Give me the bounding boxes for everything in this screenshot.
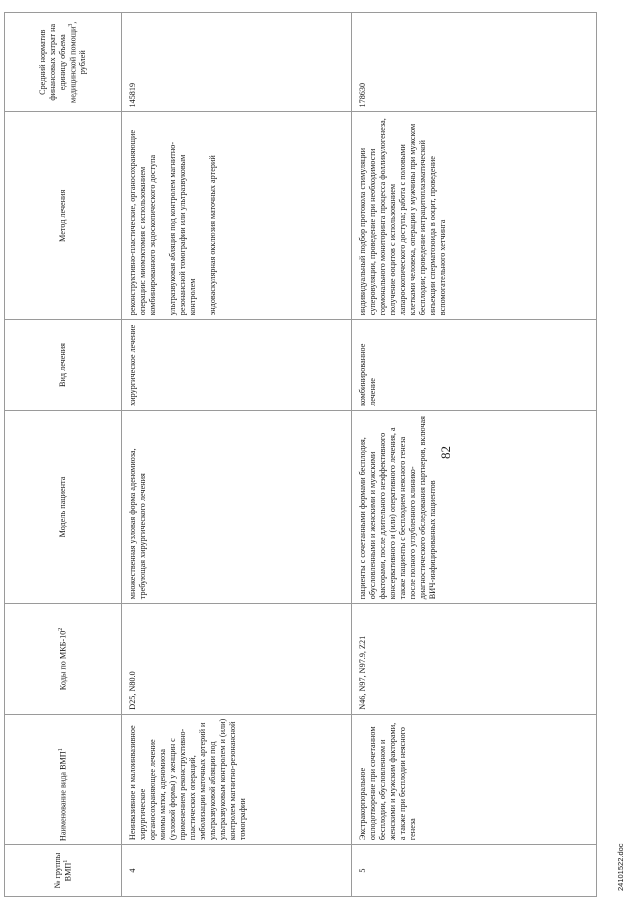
- method-text-3: эндоваскулярная окклюзия маточных артерий: [208, 155, 217, 316]
- header-patient-model: Модель пациента: [5, 410, 122, 603]
- header-group-number: № группы ВМП$^1$: [5, 845, 122, 897]
- patient-model-cell: пациенты с сочетанными формами бесплодия, обусловленными и женскими и мужскими факторами, после длительного неэффективного консервативного и (или) оперативного лечения, а также пациенты с бесплодием неясного генеза после полного углубленного клинико-диагностического обследования партнеров, включая ВИЧ-инфицированных пациентов: [352, 410, 597, 603]
- table-row: [122, 13, 352, 897]
- header-vmp-name: Наименование вида ВМП$^1$: [5, 714, 122, 844]
- method-text-1: индивидуальный подбор протокола стимуляции суперовуляции, проведение при необходимости гормонального мониторинга процесса фолликулогенеза, получение ооцитов с использованием лапароскопического доступа; работа с половыми клетками человека, операции у мужчины при мужском бесплодии; проведение интрацитоплазматической инъекции сперматозоида в ооцит, проведение вспомогательного хетчинга: [358, 118, 447, 316]
- vmp-table: [4, 12, 597, 897]
- header-treatment-method: Метод лечения: [5, 112, 122, 320]
- table-row: [352, 13, 597, 897]
- header-treatment-type: Вид лечения: [5, 320, 122, 411]
- method-text-1: реконструктивно-пластические, органосохраняющие операции: миомэктомия с использованием комбинированного эндоскопического доступа: [128, 130, 157, 316]
- row-number: 4: [122, 845, 352, 897]
- vmp-name-cell: Неинвазивное и малоинвазивное хирургическое органосохраняющее лечение миомы матки, аденомиоза (узловой формы) у женщин с применением реконструктивно-пластических операций, эмболизации маточных артерий и ультразвуковой абляции под ультразвуковым контролем и (или) контролем магнитно-резонансной томографии: [122, 714, 352, 844]
- row-number: 5: [352, 845, 597, 897]
- vmp-name-cell: Экстракорпоральное оплодотворение при сочетанном бесплодии, обусловленном и женскими и мужским факторами, а также при бесплодии неясного генеза: [352, 714, 597, 844]
- average-cost-cell: 145819: [122, 13, 352, 112]
- footer-filename: 24101522.doc: [616, 843, 625, 891]
- treatment-method-cell: [352, 112, 597, 320]
- table-header-row: [5, 13, 122, 897]
- treatment-type-cell: комбинированное лечение: [352, 320, 597, 411]
- header-average-cost: Средний норматив финансовых затрат на единицу объема медицинской помощи$^3$, рублей: [5, 13, 122, 112]
- patient-model-cell: множественная узловая форма аденомиоза, требующая хирургического лечения: [122, 410, 352, 603]
- method-text-2: ультразвуковая абляция под контролем магнитно-резонансной томографии или ультразвуковым контролем: [168, 141, 197, 316]
- average-cost-cell: 178630: [352, 13, 597, 112]
- treatment-method-cell: [122, 112, 352, 320]
- page-number: 82: [438, 446, 453, 459]
- treatment-type-cell: хирургическое лечение: [122, 320, 352, 411]
- header-icd-codes: Коды по МКБ-$10^2$: [5, 604, 122, 715]
- icd-codes-cell: D25, N80.0: [122, 604, 352, 715]
- icd-codes-cell: N46, N97, N97.9, Z21: [352, 604, 597, 715]
